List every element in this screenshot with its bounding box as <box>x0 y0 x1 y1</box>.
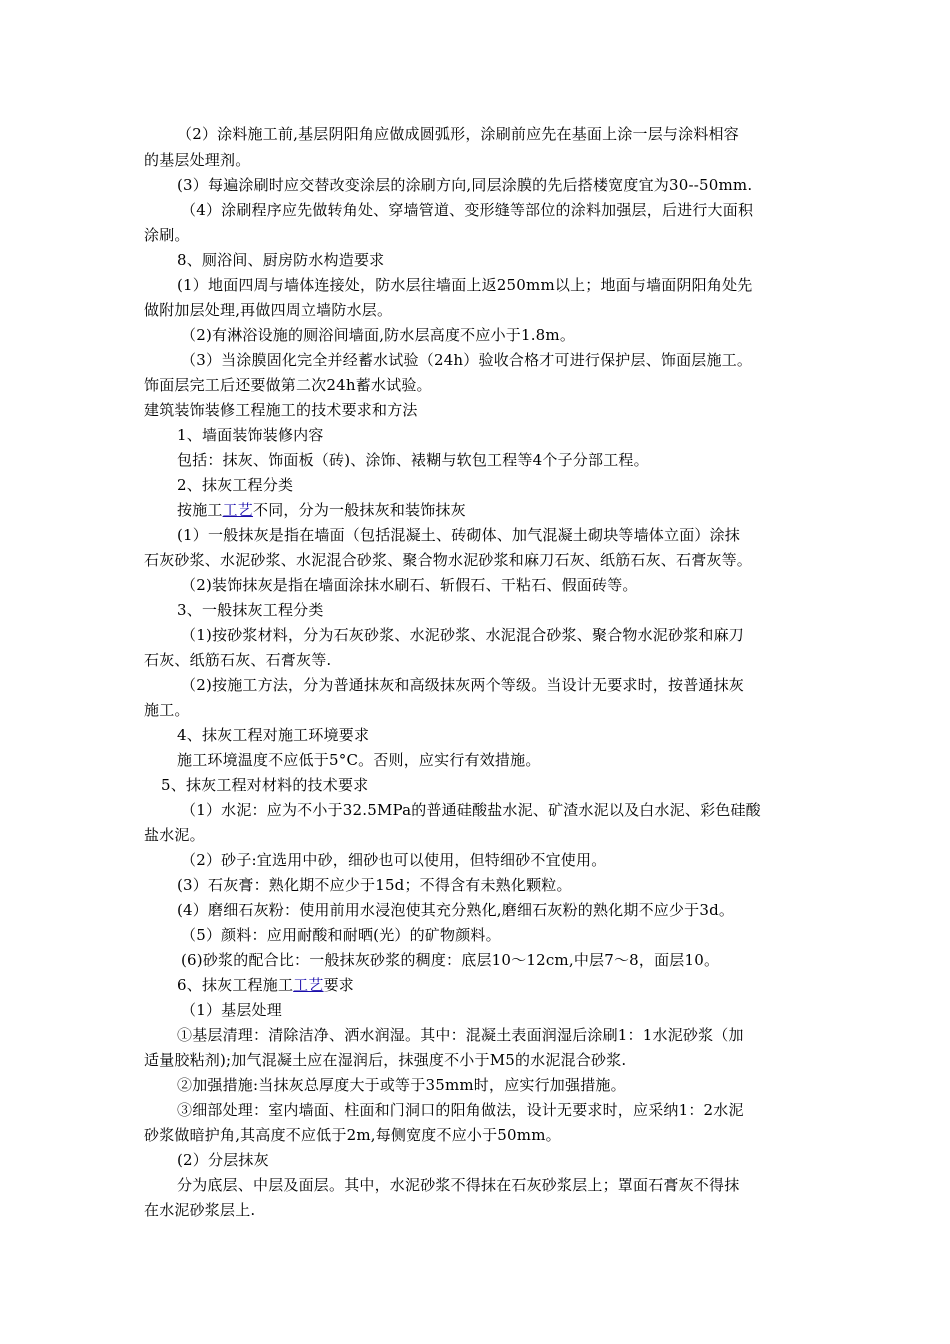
text-line: 做附加层处理,再做四周立墙防水层。 <box>144 301 393 319</box>
text-line: 砂浆做暗护角,其高度不应低于2m,每侧宽度不应小于50mm。 <box>144 1126 561 1144</box>
text-segment: 不同，分为一般抹灰和装饰抹灰 <box>253 501 466 519</box>
text-line: 石灰砂浆、水泥砂浆、水泥混合砂浆、聚合物水泥砂浆和麻刀石灰、纸筋石灰、石膏灰等。 <box>144 551 753 569</box>
text-line: （3）当涂膜固化完全并经蓄水试验（24h）验收合格才可进行保护层、饰面层施工。 <box>181 351 753 369</box>
text-line: （2)有淋浴设施的厕浴间墙面,防水层高度不应小于1.8m。 <box>181 326 576 344</box>
text-segment: 按施工 <box>177 501 223 519</box>
text-line: （5）颜料：应用耐酸和耐晒(光）的矿物颜料。 <box>181 926 501 944</box>
text-line: 盐水泥。 <box>144 826 205 844</box>
section-heading: 3、一般抹灰工程分类 <box>177 601 324 619</box>
craft-link[interactable]: 工艺 <box>293 976 324 994</box>
text-line: 包括：抹灰、饰面板（砖)、涂饰、裱糊与软包工程等4个子分部工程。 <box>177 451 649 469</box>
section-heading: 4、抹灰工程对施工环境要求 <box>177 726 370 744</box>
section-title: 建筑装饰装修工程施工的技术要求和方法 <box>144 401 418 419</box>
text-line: （2)按施工方法，分为普通抹灰和高级抹灰两个等级。当设计无要求时，按普通抹灰 <box>181 676 744 694</box>
section-heading: 5、抹灰工程对材料的技术要求 <box>161 776 369 794</box>
text-segment: 6、抹灰工程施工 <box>177 976 294 994</box>
text-line: (1）地面四周与墙体连接处，防水层往墙面上返250mm以上；地面与墙面阴阳角处先 <box>177 276 753 294</box>
text-line: （1）基层处理 <box>181 1001 282 1019</box>
text-line: （1）水泥：应为不小于32.5MPa的普通硅酸盐水泥、矿渣水泥以及白水泥、彩色硅酸 <box>181 801 761 819</box>
text-line: 石灰、纸筋石灰、石膏灰等. <box>144 651 332 669</box>
text-line: (3）石灰膏：熟化期不应少于15d；不得含有未熟化颗粒。 <box>177 876 572 894</box>
text-line: （4）涂刷程序应先做转角处、穿墙管道、变形缝等部位的涂料加强层，后进行大面积 <box>181 201 754 219</box>
section-heading: 8、厕浴间、厨房防水构造要求 <box>177 251 385 269</box>
text-line: （2）砂子:宜选用中砂，细砂也可以使用，但特细砂不宜使用。 <box>181 851 607 869</box>
section-heading: 2、抹灰工程分类 <box>177 476 294 494</box>
text-line: 涂刷。 <box>144 226 190 244</box>
text-line-with-link <box>177 500 466 520</box>
text-line: (4）磨细石灰粉：使用前用水浸泡使其充分熟化,磨细石灰粉的熟化期不应少于3d。 <box>177 901 735 919</box>
text-line: 在水泥砂浆层上. <box>144 1201 256 1219</box>
text-line: (3）每遍涂刷时应交替改变涂层的涂刷方向,同层涂膜的先后搭楼宽度宜为30--50mm. <box>177 176 753 194</box>
text-line: (2）分层抹灰 <box>177 1151 269 1169</box>
text-line: (6)砂浆的配合比：一般抹灰砂浆的稠度：底层10～12cm,中层7～8，面层10。 <box>181 951 720 969</box>
text-line: 饰面层完工后还要做第二次24h蓄水试验。 <box>144 376 432 394</box>
craft-link[interactable]: 工艺 <box>222 501 254 519</box>
text-line: 适量胶粘剂);加气混凝土应在湿润后，抹强度不小于M5的水泥混合砂浆. <box>144 1051 627 1069</box>
text-line: 施工环境温度不应低于5°C。否则，应实行有效措施。 <box>177 751 541 769</box>
text-line: （1)按砂浆材料，分为石灰砂浆、水泥砂浆、水泥混合砂浆、聚合物水泥砂浆和麻刀 <box>181 626 744 644</box>
section-heading-with-link <box>177 975 354 995</box>
text-line: 分为底层、中层及面层。其中，水泥砂浆不得抹在石灰砂浆层上；罩面石膏灰不得抹 <box>177 1176 740 1194</box>
text-segment: 要求 <box>323 976 354 994</box>
text-line: （2）涂料施工前,基层阴阳角应做成圆弧形，涂刷前应先在基面上涂一层与涂料相容 <box>177 125 739 143</box>
text-line: （2)装饰抹灰是指在墙面涂抹水刷石、斩假石、干粘石、假面砖等。 <box>181 576 638 594</box>
text-line: ③细部处理：室内墙面、柱面和门洞口的阳角做法，设计无要求时，应采纳1：2水泥 <box>177 1101 744 1119</box>
text-line: 施工。 <box>144 701 190 719</box>
text-line: (1）一般抹灰是指在墙面（包括混凝土、砖砌体、加气混凝土砌块等墙体立面）涂抹 <box>177 526 740 544</box>
text-line: ②加强措施:当抹灰总厚度大于或等于35mm时，应实行加强措施。 <box>177 1076 626 1094</box>
section-heading: 1、墙面装饰装修内容 <box>177 426 324 444</box>
text-line: 的基层处理剂。 <box>144 151 251 169</box>
text-line: ①基层清理：清除洁净、洒水润湿。其中：混凝土表面润湿后涂刷1：1水泥砂浆（加 <box>177 1026 744 1044</box>
